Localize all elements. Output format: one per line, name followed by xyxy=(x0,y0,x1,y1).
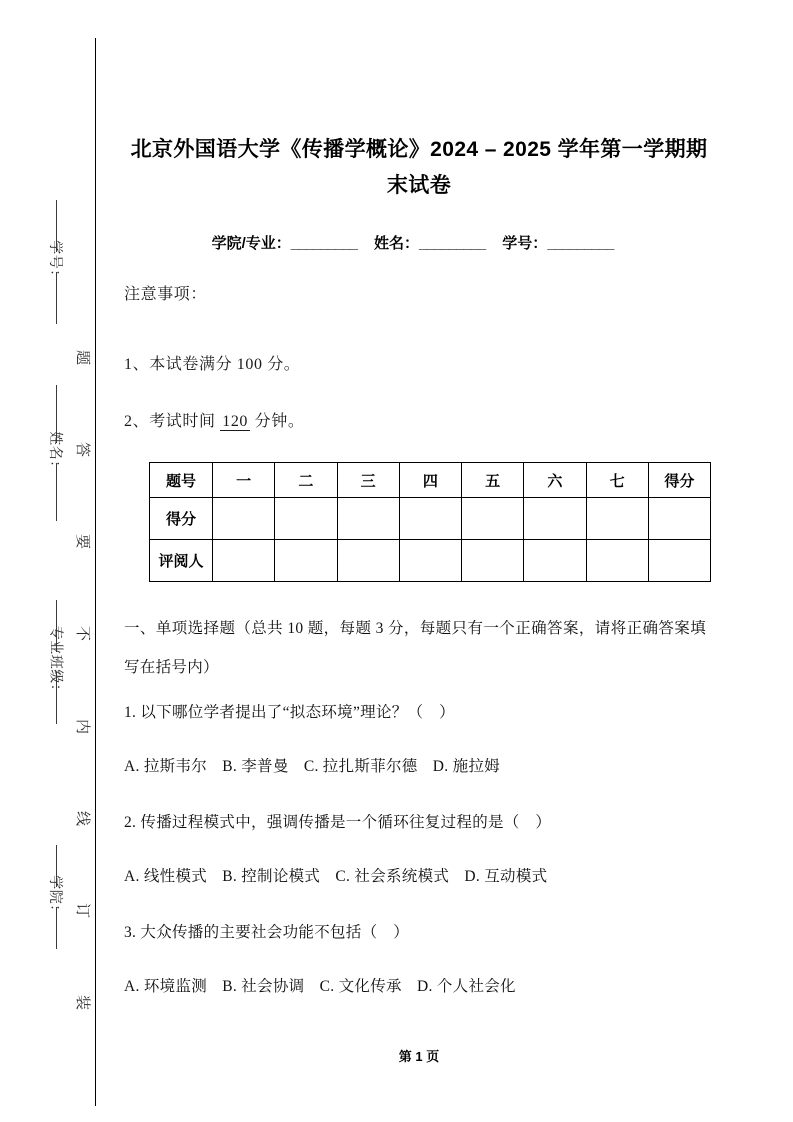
score-table-header-cell: 一 xyxy=(213,463,275,498)
score-table-header-cell: 题号 xyxy=(150,463,213,498)
notice-item-total-score: 1、本试卷满分 100 分。 xyxy=(124,356,301,373)
score-table-cell[interactable] xyxy=(213,498,275,540)
score-table-container xyxy=(149,462,711,582)
score-table-cell[interactable] xyxy=(648,540,710,582)
page-title: 北京外国语大学《传播学概论》2024 – 2025 学年第一学期期末试卷 xyxy=(130,138,708,198)
score-table-cell[interactable] xyxy=(586,498,648,540)
score-table-header-cell: 五 xyxy=(462,463,524,498)
question-stem: 1. 以下哪位学者提出了“拟态环境”理论？（ ） xyxy=(124,704,455,721)
question-item xyxy=(124,810,706,920)
question-options xyxy=(124,864,706,920)
score-table-cell[interactable] xyxy=(524,498,586,540)
name-blank[interactable]: _________ xyxy=(419,235,486,252)
score-table-cell[interactable] xyxy=(337,498,399,540)
score-table-row-label: 评阅人 xyxy=(150,540,213,582)
seal-char-ti: 题 xyxy=(74,349,91,366)
score-table-header-cell: 二 xyxy=(275,463,337,498)
student-info-line xyxy=(124,232,714,253)
margin-field-college-label: 学院： xyxy=(47,875,62,919)
score-table-cell[interactable] xyxy=(337,540,399,582)
notice-duration-value: 120 xyxy=(222,413,249,430)
option-b[interactable]: B. 李普曼 xyxy=(222,758,289,775)
seal-char-yao: 要 xyxy=(74,534,91,550)
option-b[interactable]: B. 控制论模式 xyxy=(222,868,321,885)
score-table-header-cell: 三 xyxy=(337,463,399,498)
option-c[interactable]: C. 文化传承 xyxy=(319,978,402,995)
margin-field-student-id-label: 学号： xyxy=(47,240,62,284)
binding-margin xyxy=(0,0,96,1122)
option-a[interactable]: A. 环境监测 xyxy=(124,978,208,995)
question-item xyxy=(124,700,706,810)
option-c[interactable]: C. 社会系统模式 xyxy=(335,868,450,885)
question-stem: 3. 大众传播的主要社会功能不包括（ ） xyxy=(124,924,410,941)
margin-field-college[interactable] xyxy=(36,845,76,949)
seal-char-ding: 订 xyxy=(74,902,91,918)
score-table-header-cell: 四 xyxy=(399,463,461,498)
margin-field-name-label: 姓名： xyxy=(47,431,62,475)
student-id-field[interactable] xyxy=(502,235,613,252)
score-table-cell[interactable] xyxy=(648,498,710,540)
option-c[interactable]: C. 拉扎斯菲尔德 xyxy=(303,758,418,775)
margin-field-name[interactable] xyxy=(36,385,76,521)
margin-field-student-id[interactable] xyxy=(36,200,76,324)
section-heading-multiple-choice: 一、单项选择题（总共 10 题，每题 3 分，每题只有一个正确答案，请将正确答案填写在括号内） xyxy=(124,620,706,676)
college-major-blank[interactable]: _________ xyxy=(290,235,357,252)
student-id-label: 学号： xyxy=(502,235,548,252)
seal-char-bu: 不 xyxy=(74,626,91,642)
option-d[interactable]: D. 施拉姆 xyxy=(432,758,501,775)
option-d[interactable]: D. 互动模式 xyxy=(464,868,548,885)
question-options xyxy=(124,974,706,1030)
score-table-header-row xyxy=(150,463,711,498)
seal-char-da: 答 xyxy=(74,442,91,458)
score-table-cell[interactable] xyxy=(462,540,524,582)
notice-heading: 注意事项： xyxy=(124,286,208,303)
option-a[interactable]: A. 线性模式 xyxy=(124,868,208,885)
exam-paper-body xyxy=(124,0,724,1122)
question-options xyxy=(124,754,706,810)
score-table-cell[interactable] xyxy=(213,540,275,582)
student-id-blank[interactable]: _________ xyxy=(547,235,614,252)
college-major-label: 学院/专业： xyxy=(211,235,291,252)
seal-char-nei: 内 xyxy=(74,718,91,734)
score-table-row-score xyxy=(150,498,711,540)
score-table-row-grader xyxy=(150,540,711,582)
score-table-cell[interactable] xyxy=(462,498,524,540)
score-table-cell[interactable] xyxy=(275,540,337,582)
score-table-header-cell: 得分 xyxy=(648,463,710,498)
name-label: 姓名： xyxy=(374,235,420,252)
option-b[interactable]: B. 社会协调 xyxy=(222,978,305,995)
question-list xyxy=(124,700,706,1030)
notice-duration-suffix: 分钟。 xyxy=(254,413,305,430)
score-table-cell[interactable] xyxy=(399,540,461,582)
option-a[interactable]: A. 拉斯韦尔 xyxy=(124,758,208,775)
seal-char-xian: 线 xyxy=(74,810,91,826)
name-field[interactable] xyxy=(374,235,485,252)
score-table-cell[interactable] xyxy=(399,498,461,540)
page-number-footer: 第 1 页 xyxy=(398,1049,440,1064)
score-table xyxy=(149,462,711,582)
score-table-row-label: 得分 xyxy=(150,498,213,540)
margin-field-class-label: 专业班级： xyxy=(47,625,62,699)
score-table-cell[interactable] xyxy=(524,540,586,582)
college-major-field[interactable] xyxy=(212,235,357,252)
notice-duration-prefix: 2、考试时间 xyxy=(124,413,216,430)
score-table-cell[interactable] xyxy=(275,498,337,540)
option-d[interactable]: D. 个人社会化 xyxy=(417,978,516,995)
score-table-header-cell: 六 xyxy=(524,463,586,498)
binding-vertical-rule xyxy=(95,38,96,1106)
seal-char-zhuang: 装 xyxy=(74,994,91,1010)
notice-item-duration xyxy=(124,410,704,434)
margin-field-class[interactable] xyxy=(36,600,76,724)
score-table-cell[interactable] xyxy=(586,540,648,582)
score-table-header-cell: 七 xyxy=(586,463,648,498)
question-stem: 2. 传播过程模式中，强调传播是一个循环往复过程的是（ ） xyxy=(124,814,552,831)
question-item xyxy=(124,920,706,1030)
